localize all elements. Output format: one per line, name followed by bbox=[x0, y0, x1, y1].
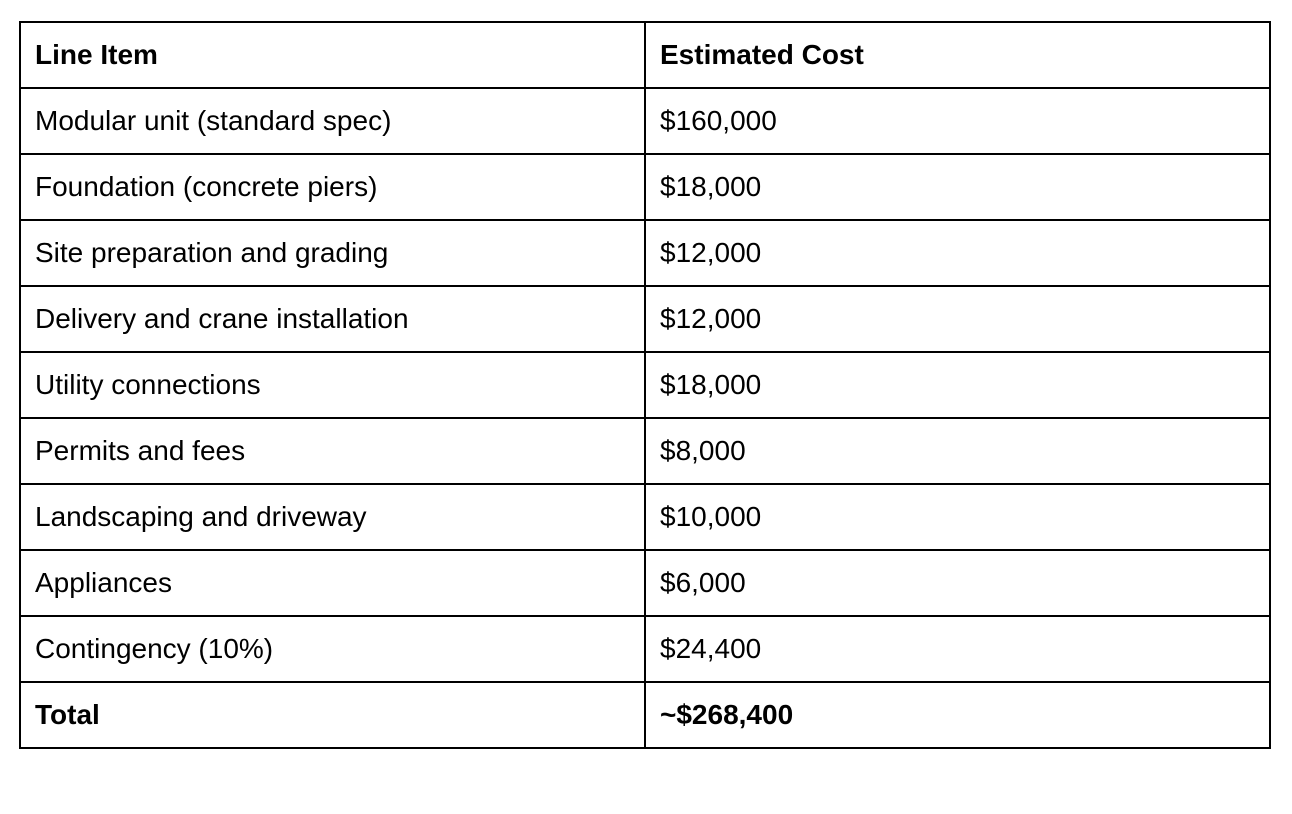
cost-cell: $12,000 bbox=[645, 286, 1270, 352]
table-row bbox=[20, 286, 1270, 352]
table-row bbox=[20, 484, 1270, 550]
cost-cell: $12,000 bbox=[645, 220, 1270, 286]
line-item-cell: Modular unit (standard spec) bbox=[20, 88, 645, 154]
cost-cell: $18,000 bbox=[645, 154, 1270, 220]
table-row bbox=[20, 154, 1270, 220]
line-item-cell: Foundation (concrete piers) bbox=[20, 154, 645, 220]
cost-estimate-table bbox=[19, 21, 1271, 749]
table-row bbox=[20, 418, 1270, 484]
cost-cell: $6,000 bbox=[645, 550, 1270, 616]
total-value: ~$268,400 bbox=[645, 682, 1270, 748]
header-estimated-cost: Estimated Cost bbox=[645, 22, 1270, 88]
line-item-cell: Delivery and crane installation bbox=[20, 286, 645, 352]
table-row bbox=[20, 88, 1270, 154]
cost-cell: $160,000 bbox=[645, 88, 1270, 154]
header-line-item: Line Item bbox=[20, 22, 645, 88]
total-label: Total bbox=[20, 682, 645, 748]
table-row bbox=[20, 352, 1270, 418]
cost-cell: $18,000 bbox=[645, 352, 1270, 418]
line-item-cell: Permits and fees bbox=[20, 418, 645, 484]
cost-cell: $8,000 bbox=[645, 418, 1270, 484]
line-item-cell: Appliances bbox=[20, 550, 645, 616]
table-row bbox=[20, 550, 1270, 616]
line-item-cell: Landscaping and driveway bbox=[20, 484, 645, 550]
line-item-cell: Contingency (10%) bbox=[20, 616, 645, 682]
line-item-cell: Utility connections bbox=[20, 352, 645, 418]
total-row bbox=[20, 682, 1270, 748]
table-row bbox=[20, 616, 1270, 682]
cost-cell: $24,400 bbox=[645, 616, 1270, 682]
table-row bbox=[20, 220, 1270, 286]
cost-cell: $10,000 bbox=[645, 484, 1270, 550]
line-item-cell: Site preparation and grading bbox=[20, 220, 645, 286]
table-header-row bbox=[20, 22, 1270, 88]
